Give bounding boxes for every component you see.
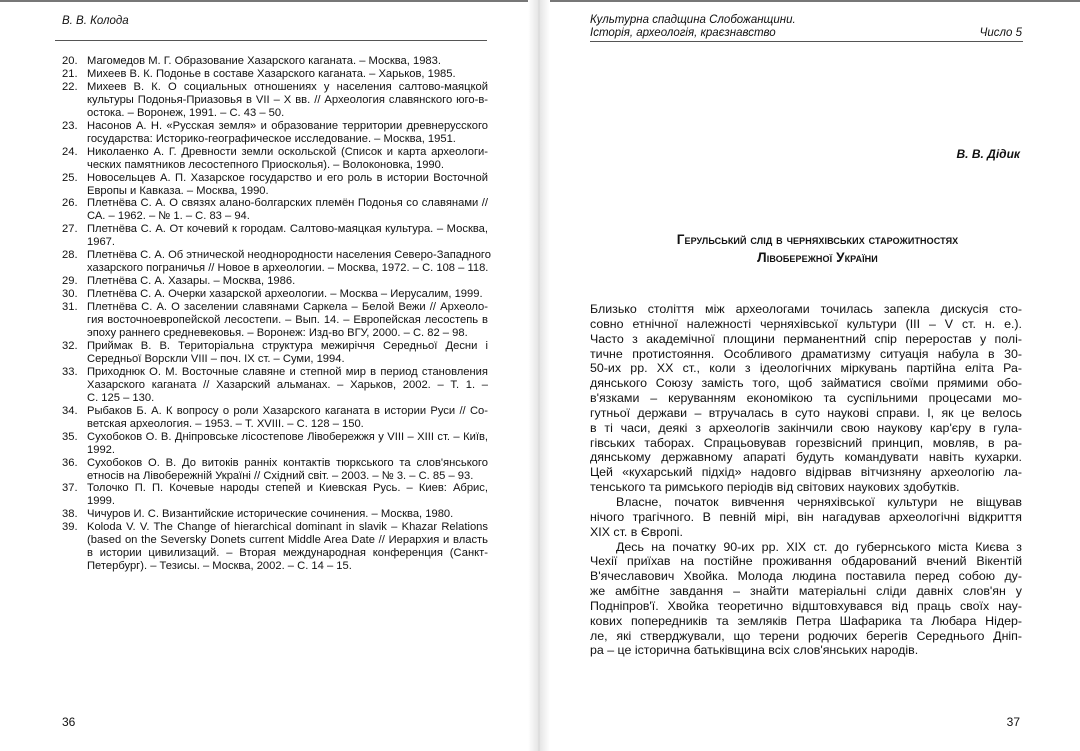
text-line: Власне, початок вивчення черняхівської культури не віщував — [616, 494, 1022, 509]
reference-line: в истории цивилизаций. – Вторая международная конференция (Санкт- — [87, 547, 488, 560]
reference-line: Насонов А. Н. «Русская земля» и образование территории древнерусского — [87, 119, 488, 132]
reference-line: Приходнюк О. М. Восточные славяне и степной мир в период становления — [87, 365, 488, 378]
journal-title: Культурна спадщина Слобожанщини. — [590, 14, 796, 26]
reference-number: 31. — [62, 301, 78, 314]
text-line: совно етнічної належності черняхівської культури (III – V ст. н. е.). — [590, 316, 1022, 331]
issue-number: Число 5 — [979, 27, 1022, 39]
text-line: В'ячеславович Хвойка. Молода людина поставила перед собою ду- — [590, 569, 1022, 584]
reference-item — [62, 120, 488, 146]
reference-item — [62, 197, 488, 223]
text-line: ра – це історична батьківщина всіх слов'янських народів. — [590, 643, 919, 658]
text-line: в ті часи, деякі з археологів закінчили свою наукову кар'єру в гула- — [590, 420, 1022, 435]
header-rule — [55, 40, 487, 41]
reference-line: 1967. — [87, 236, 115, 249]
reference-line: Новосельцев А. П. Хазарское государство и его роль в истории Восточной — [87, 171, 488, 184]
paragraph — [590, 540, 1022, 659]
reference-line: Сухобоков О. В. До витоків ранніх контактів тюркського та слов'янського — [87, 456, 488, 469]
reference-line: ветская археология. – 1953. – Т. XVIII. – С. 128 – 150. — [87, 417, 364, 430]
reference-number: 30. — [62, 288, 78, 301]
reference-line: Михеев В. К. О социальных отношениях у населения салтово-маяцкой — [87, 80, 488, 93]
article-author: В. В. Дідик — [956, 147, 1020, 161]
text-line: дянському державному апараті будуть командувати навіть кухарки. — [590, 450, 1022, 465]
text-line: ле, які стверджували, що терени родючих берегів Середнього Дніп- — [590, 628, 1022, 643]
reference-item — [62, 301, 488, 340]
reference-line: гия восточноевропейской лесостепи. – Вып. 14. – Европейская лесостепь в — [87, 314, 488, 327]
reference-line: остока. – Воронеж, 1991. – С. 43 – 50. — [87, 106, 285, 119]
article-body — [590, 302, 1022, 658]
reference-item — [62, 55, 488, 68]
text-line: XIX ст. в Європі. — [590, 524, 683, 539]
reference-item — [62, 405, 488, 431]
reference-item — [62, 223, 488, 249]
reference-number: 22. — [62, 80, 78, 93]
text-line: же амбітне завдання – знайти матеріальні сліди давніх слов'ян у — [590, 584, 1022, 599]
reference-item — [62, 275, 488, 288]
reference-line: (based on the Seversky Donets current Middle Area Date // Иерархия и власть — [87, 534, 488, 547]
text-line: Близько століття між археологами точилась запекла дискусія сто- — [590, 302, 1022, 316]
text-line: гівських таборах. Спрацьовував горезвісний принцип, мовляв, в ра- — [590, 435, 1022, 450]
reference-line: Плетнёва С. А. О заселении славянами Саркела – Белой Вежи // Археоло- — [87, 301, 488, 314]
reference-line: Николаенко А. Г. Древности земли оскольской (Список и карта археологи- — [87, 145, 488, 158]
text-line: Чехії приїхав на постійне проживання обдарований вчений Вікентій — [590, 554, 1022, 569]
reference-number: 25. — [62, 171, 78, 184]
title-line: Лівобережної України — [757, 250, 878, 265]
text-line: тенського та римського періодів від світових наукових здобутків. — [590, 480, 960, 495]
page-number: 36 — [62, 715, 76, 729]
reference-line: 1992. — [87, 443, 115, 456]
text-line: тичне протистояння. Особливого драматизму ситуація набула в 30- — [590, 346, 1022, 361]
reference-item — [62, 81, 488, 120]
reference-line: Koloda V. V. The Change of hierarchical dominant in slavik – Khazar Relations — [87, 521, 488, 534]
reference-number: 39. — [62, 521, 78, 534]
text-line: Десь на початку 90-их рр. XIX ст. до губернського міста Києва з — [616, 539, 1022, 554]
reference-line: Плетнёва С. А. От кочевий к городам. Салтово-маяцкая культура. – Москва, — [87, 223, 488, 236]
right-page — [545, 0, 1080, 751]
text-line: 50-их рр. XX ст., коли з ідеологічних міркувань партійна еліта Ра- — [590, 361, 1022, 376]
reference-number: 38. — [62, 508, 78, 521]
reference-item — [62, 340, 488, 366]
reference-line: 1999. — [87, 495, 115, 508]
reference-number: 21. — [62, 67, 78, 80]
title-line: Герульський слід в черняхівських старожитностях — [676, 232, 959, 247]
reference-line: ческих памятников лесостепного Приосколья). – Волоконовка, 1990. — [87, 158, 444, 171]
reference-line: Михеев В. К. Подонье в составе Хазарского каганата. – Харьков, 1985. — [87, 67, 456, 80]
paragraph — [590, 495, 1022, 540]
text-line: дянського Союзу замість того, щоб займатися своїми прямими обо- — [590, 376, 1022, 391]
reference-number: 36. — [62, 456, 78, 469]
reference-item — [62, 457, 488, 483]
reference-number: 27. — [62, 223, 78, 236]
reference-line: Середньої Ворскли VIII – поч. IX ст. – Суми, 1994. — [87, 352, 345, 365]
reference-item — [62, 68, 488, 81]
reference-line: культуры Подонья-Приазовья в VII – X вв. // Археология славянского юго-в- — [87, 93, 488, 106]
text-line: гутньої держави – втручалась в суто наукові справи. І, як це велось — [590, 405, 1022, 420]
text-line: Цей «кухарський підхід» надовго відірвав вітчизняну археологію ла- — [590, 465, 1022, 480]
reference-line: СА. – 1962. – № 1. – С. 83 – 94. — [87, 210, 250, 223]
reference-line: хазарского пограничья // Новое в археологии. – Москва, 1972. – С. 108 – 118. — [87, 262, 489, 275]
reference-number: 33. — [62, 365, 78, 378]
reference-line: Сухобоков О. В. Дніпровське лісостепове Лівобережжя у VIII – XIII ст. – Київ, — [87, 430, 488, 443]
reference-line: Хазарского каганата // Хазарский альманах. – Харьков, 2002. – Т. 1. – — [87, 378, 488, 391]
text-line: в'язками – керуванням економікою та суспільними процесами мо- — [590, 391, 1022, 406]
reference-number: 37. — [62, 482, 78, 495]
reference-line: Плетнёва С. А. Очерки хазарской археологии. – Москва – Иерусалим, 1999. — [87, 288, 483, 301]
reference-line: Петербург). – Тезисы. – Москва, 2002. – С. 14 – 15. — [87, 560, 352, 573]
reference-number: 23. — [62, 119, 78, 132]
reference-line: государства: Историко-географическое исследование. – Москва, 1951. — [87, 132, 456, 145]
reference-line: Европы и Кавказа. – Москва, 1990. — [87, 184, 269, 197]
journal-header — [590, 14, 796, 40]
running-header-author: В. В. Колода — [62, 15, 129, 27]
text-line: нічого трагічного. В певній мірі, він нагадував археологічні відкриття — [590, 509, 1022, 524]
reference-item — [62, 172, 488, 198]
reference-number: 24. — [62, 145, 78, 158]
paragraph — [590, 302, 1022, 495]
reference-line: Чичуров И. С. Византийские исторические сочинения. – Москва, 1980. — [87, 508, 454, 521]
reference-item — [62, 508, 488, 521]
reference-number: 26. — [62, 197, 78, 210]
reference-line: Плетнёва С. А. Хазары. – Москва, 1986. — [87, 275, 296, 288]
left-page — [0, 0, 535, 751]
reference-item — [62, 288, 488, 301]
reference-line: Рыбаков Б. А. К вопросу о роли Хазарского каганата в истории Руси // Со- — [87, 404, 488, 417]
reference-line: Толочко П. П. Кочевые народы степей и Киевская Русь. – Киев: Абрис, — [87, 482, 488, 495]
reference-number: 35. — [62, 430, 78, 443]
reference-line: етносів на Лівобережній Україні // Східний світ. – 2003. – № 3. – С. 85 – 93. — [87, 469, 474, 482]
reference-number: 29. — [62, 275, 78, 288]
page-number: 37 — [1006, 715, 1020, 729]
reference-item — [62, 366, 488, 405]
reference-item — [62, 249, 491, 275]
reference-line: Плетнёва С. А. О связях алано-болгарских племён Подонья со славянами // — [87, 197, 488, 210]
article-title — [590, 231, 1045, 267]
reference-number: 34. — [62, 404, 78, 417]
header-rule — [590, 41, 1023, 42]
reference-line: С. 125 – 130. — [87, 391, 155, 404]
journal-subtitle: Історія, археологія, краєзнавство — [590, 27, 776, 39]
reference-number: 32. — [62, 339, 78, 352]
reference-line: Плетнёва С. А. Об этнической неоднородности населения Северо-Западного — [87, 249, 491, 262]
reference-item — [62, 431, 488, 457]
reference-line: эпоху раннего средневековья. – Воронеж: Изд-во ВГУ, 2000. – С. 82 – 98. — [87, 327, 468, 340]
reference-line: Приймак В. В. Територіальна структура межиріччя Середньої Десни і — [87, 339, 488, 352]
reference-item — [62, 146, 488, 172]
reference-line: Магомедов М. Г. Образование Хазарского каганата. – Москва, 1983. — [87, 55, 441, 67]
text-line: Часто з академічної площини перманентний спір переростав у полі- — [590, 331, 1022, 346]
reference-item — [62, 482, 488, 508]
reference-number: 20. — [62, 55, 78, 67]
text-line: Подніпров'ї. Хвойка теоретично відштовхувався від праць своїх нау- — [590, 598, 1022, 613]
reference-list — [62, 55, 491, 573]
text-line: кових попередників та земляків Петра Шафарика та Любара Нідер- — [590, 613, 1022, 628]
reference-item — [62, 521, 488, 573]
reference-number: 28. — [62, 249, 78, 262]
